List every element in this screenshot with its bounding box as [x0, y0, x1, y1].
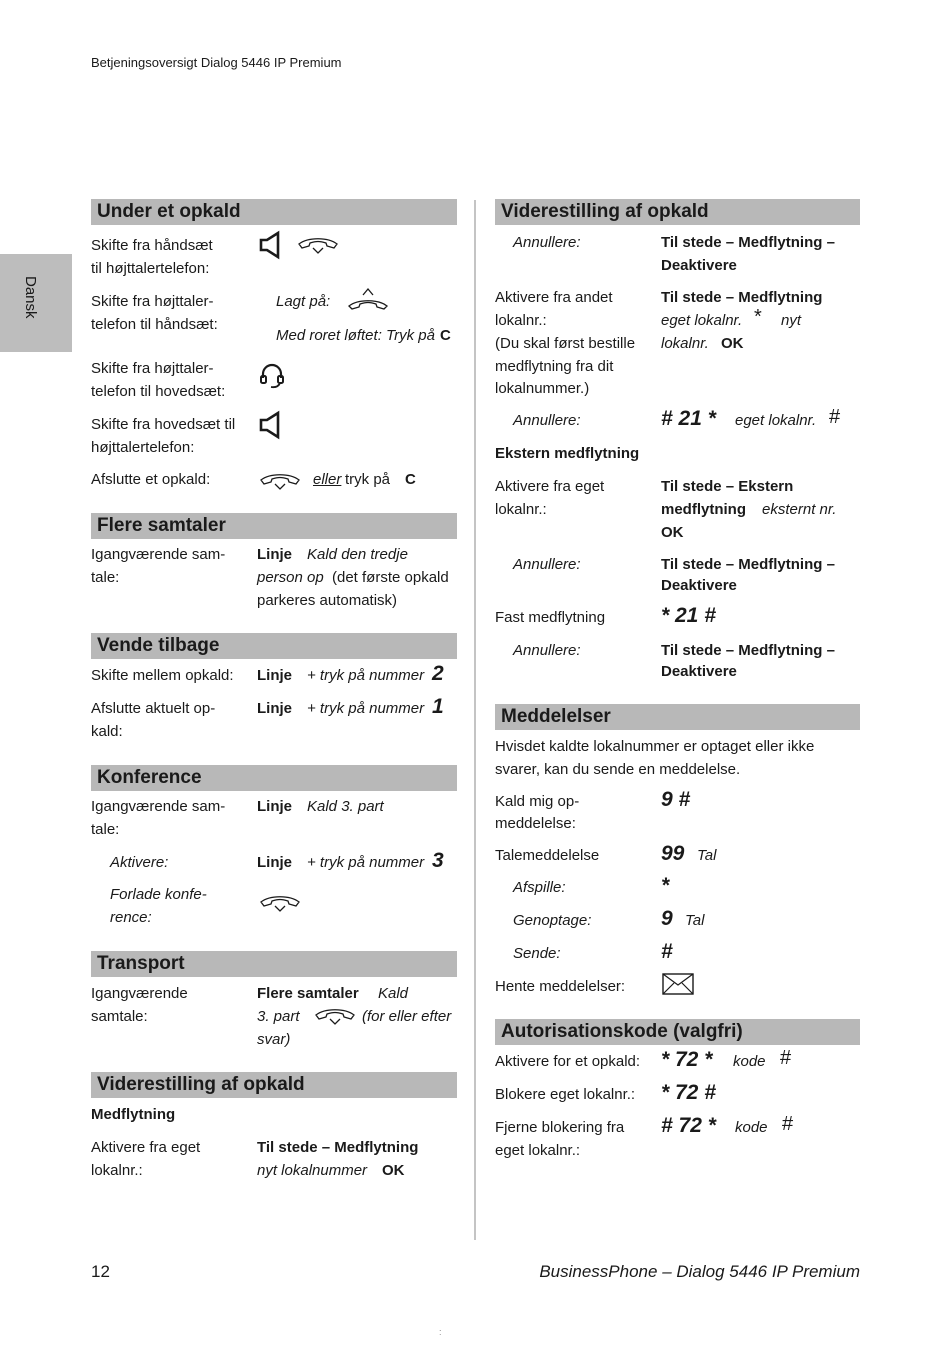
row-value: eller: [313, 471, 342, 488]
row-label: højttalertelefon:: [91, 439, 195, 456]
row-label: Fast medflytning: [495, 609, 606, 626]
row-label: Aktivere:: [110, 854, 169, 871]
row-label: til højttalertelefon:: [91, 260, 210, 277]
subheading: Medflytning: [91, 1106, 176, 1123]
row-label: Skifte mellem opkald:: [91, 667, 234, 684]
row-value-key: Til stede – Medflytning –: [661, 556, 835, 573]
row-value: (det første opkald: [332, 569, 449, 586]
intro-text: Hvisdet kaldte lokalnummer er optaget eller ikke: [495, 738, 815, 755]
row-value: eget lokalnr.: [661, 312, 743, 329]
row-label: Igangværende sam-: [91, 798, 226, 815]
row-label: samtale:: [91, 1008, 148, 1025]
row-value: Kald: [378, 985, 409, 1002]
row-value: + tryk på nummer: [307, 667, 425, 684]
section-header-transport: Transport: [91, 951, 457, 977]
column-divider: [474, 200, 476, 1240]
row-label: kald:: [91, 723, 123, 740]
row-label: Annullere:: [513, 642, 581, 659]
row-value: + tryk på nummer: [307, 854, 425, 871]
row-label: Aktivere fra andet: [495, 289, 613, 306]
row-label: medflytning fra dit: [495, 358, 614, 375]
row-value-key: Linje: [257, 854, 293, 871]
row-label: Annullere:: [513, 412, 581, 429]
intro-text: svarer, kan du sende en meddelelse.: [495, 761, 741, 778]
row-label: Forlade konfe-: [110, 886, 207, 903]
row-value: (for eller efter: [362, 1008, 452, 1025]
row-value-symbol: #: [829, 406, 841, 428]
row-value: Tal: [697, 847, 717, 864]
row-value: svar): [257, 1031, 291, 1048]
row-value: eget lokalnr.: [735, 412, 817, 429]
section-header-konference: Konference: [91, 765, 457, 791]
handset-down-icon: [313, 1007, 357, 1027]
footer-title: BusinessPhone – Dialog 5446 IP Premium: [539, 1262, 860, 1281]
row-label: rence:: [110, 909, 152, 926]
row-label: Fjerne blokering fra: [495, 1119, 625, 1136]
row-value-code: *: [661, 874, 670, 897]
row-value: Kald 3. part: [307, 798, 384, 815]
row-label: Annullere:: [513, 556, 581, 573]
row-label: lokalnr.:: [91, 1162, 143, 1179]
row-label: Afspille:: [513, 879, 566, 896]
row-label: lokalnummer.): [495, 380, 590, 397]
row-value: Med roret løftet: Tryk på: [276, 327, 435, 344]
section-header-viderestilling-right: Viderestilling af opkald: [495, 199, 860, 225]
row-value-key: Til stede – Medflytning –: [661, 234, 835, 251]
row-value-code: * 72 *: [661, 1048, 713, 1071]
row-value-symbol: #: [782, 1113, 794, 1135]
row-value: lokalnr.: [661, 335, 709, 352]
row-value: eksternt nr.: [762, 501, 837, 518]
row-value: nyt: [781, 312, 802, 329]
row-value-key: OK: [661, 524, 684, 541]
headset-icon: [258, 362, 286, 390]
row-value: 3. part: [257, 1008, 300, 1025]
row-value-key: Til stede – Medflytning –: [661, 642, 835, 659]
row-label: Sende:: [513, 945, 561, 962]
row-label: tale:: [91, 821, 120, 838]
row-value-digit: 3: [432, 849, 444, 872]
row-label: meddelelse:: [495, 815, 576, 832]
row-value-key: Linje: [257, 798, 293, 815]
row-value-digit: 2: [432, 662, 444, 685]
row-value-key: OK: [382, 1162, 405, 1179]
section-header-viderestilling: Viderestilling af opkald: [91, 1072, 457, 1098]
row-label: telefon til hovedsæt:: [91, 383, 226, 400]
row-label: Genoptage:: [513, 912, 592, 929]
section-header-autorisationskode: Autorisationskode (valgfri): [495, 1019, 860, 1045]
section-header-vende-tilbage: Vende tilbage: [91, 633, 457, 659]
row-value: Tal: [685, 912, 705, 929]
section-header-meddelelser: Meddelelser: [495, 704, 860, 730]
handset-lifted-icon: [346, 286, 390, 310]
row-value-key: C: [440, 327, 451, 344]
row-value-code: # 21 *: [661, 407, 716, 430]
speaker-icon: [258, 410, 284, 440]
row-value: kode: [735, 1119, 768, 1136]
row-label: Talemeddelelse: [495, 847, 600, 864]
row-label: Aktivere fra eget: [495, 478, 605, 495]
row-label: Skifte fra håndsæt: [91, 237, 213, 254]
row-value-code: * 72 #: [661, 1081, 716, 1104]
row-label: telefon til håndsæt:: [91, 316, 218, 333]
row-label: lokalnr.:: [495, 501, 547, 518]
row-label: tale:: [91, 569, 120, 586]
row-value-key: medflytning: [661, 501, 746, 518]
row-value-code: 99: [661, 842, 685, 865]
row-label: lokalnr.:: [495, 312, 547, 329]
row-value: person op: [257, 569, 324, 586]
subheading: Ekstern medflytning: [495, 445, 640, 462]
running-header: Betjeningsoversigt Dialog 5446 IP Premium: [91, 55, 342, 70]
row-label: Skifte fra hovedsæt til: [91, 416, 236, 433]
row-label: Kald mig op-: [495, 793, 580, 810]
row-value-code: * 21 #: [661, 604, 716, 627]
row-label: (Du skal først bestille: [495, 335, 636, 352]
row-value: tryk på: [345, 471, 391, 488]
row-label: Hente meddelelser:: [495, 978, 626, 995]
row-label: Skifte fra højttaler-: [91, 360, 214, 377]
page-number: 12: [91, 1262, 110, 1281]
row-value-key: Til stede – Ekstern: [661, 478, 794, 495]
row-label: Aktivere for et opkald:: [495, 1053, 641, 1070]
language-tab-label: Dansk: [22, 276, 39, 319]
row-value-symbol: *: [754, 306, 762, 328]
row-value-key: Linje: [257, 700, 293, 717]
row-value-digit: 1: [432, 695, 444, 718]
row-value: kode: [733, 1053, 766, 1070]
handset-down-icon: [258, 894, 302, 914]
row-value-code: # 72 *: [661, 1114, 716, 1137]
row-value: + tryk på nummer: [307, 700, 425, 717]
row-label: Aktivere fra eget: [91, 1139, 201, 1156]
row-value-key: Deaktivere: [661, 663, 737, 680]
footer-mark: :: [439, 1327, 442, 1337]
row-value-key: Flere samtaler: [257, 985, 359, 1002]
language-tab: [0, 254, 72, 352]
row-value-key: Linje: [257, 667, 293, 684]
row-label: eget lokalnr.:: [495, 1142, 581, 1159]
row-label: Annullere:: [513, 234, 581, 251]
row-label: Afslutte aktuelt op-: [91, 700, 216, 717]
row-value-code: 9: [661, 907, 673, 930]
row-value-code: #: [661, 940, 673, 963]
row-value-key: C: [405, 471, 416, 488]
speaker-icon: [258, 230, 284, 260]
row-label: Igangværende sam-: [91, 546, 226, 563]
row-value-key: Linje: [257, 546, 293, 563]
row-label: Afslutte et opkald:: [91, 471, 211, 488]
row-value-key: Deaktivere: [661, 257, 737, 274]
row-value-key: OK: [721, 335, 744, 352]
row-value: parkeres automatisk): [257, 592, 398, 609]
envelope-icon: [662, 973, 694, 995]
row-value-key: Deaktivere: [661, 577, 737, 594]
row-label: Igangværende: [91, 985, 188, 1002]
row-value: Kald den tredje: [307, 546, 408, 563]
row-value: nyt lokalnummer: [257, 1162, 368, 1179]
handset-down-icon: [258, 472, 302, 492]
section-header-flere-samtaler: Flere samtaler: [91, 513, 457, 539]
row-label: Skifte fra højttaler-: [91, 293, 214, 310]
row-value-code: 9 #: [661, 788, 691, 811]
handset-down-icon: [296, 236, 340, 256]
row-value-symbol: #: [780, 1047, 792, 1069]
row-value-key: Til stede – Medflytning: [661, 289, 823, 306]
row-label: Blokere eget lokalnr.:: [495, 1086, 636, 1103]
row-value: Lagt på:: [276, 293, 331, 310]
section-header-under-et-opkald: Under et opkald: [91, 199, 457, 225]
row-value-key: Til stede – Medflytning: [257, 1139, 419, 1156]
